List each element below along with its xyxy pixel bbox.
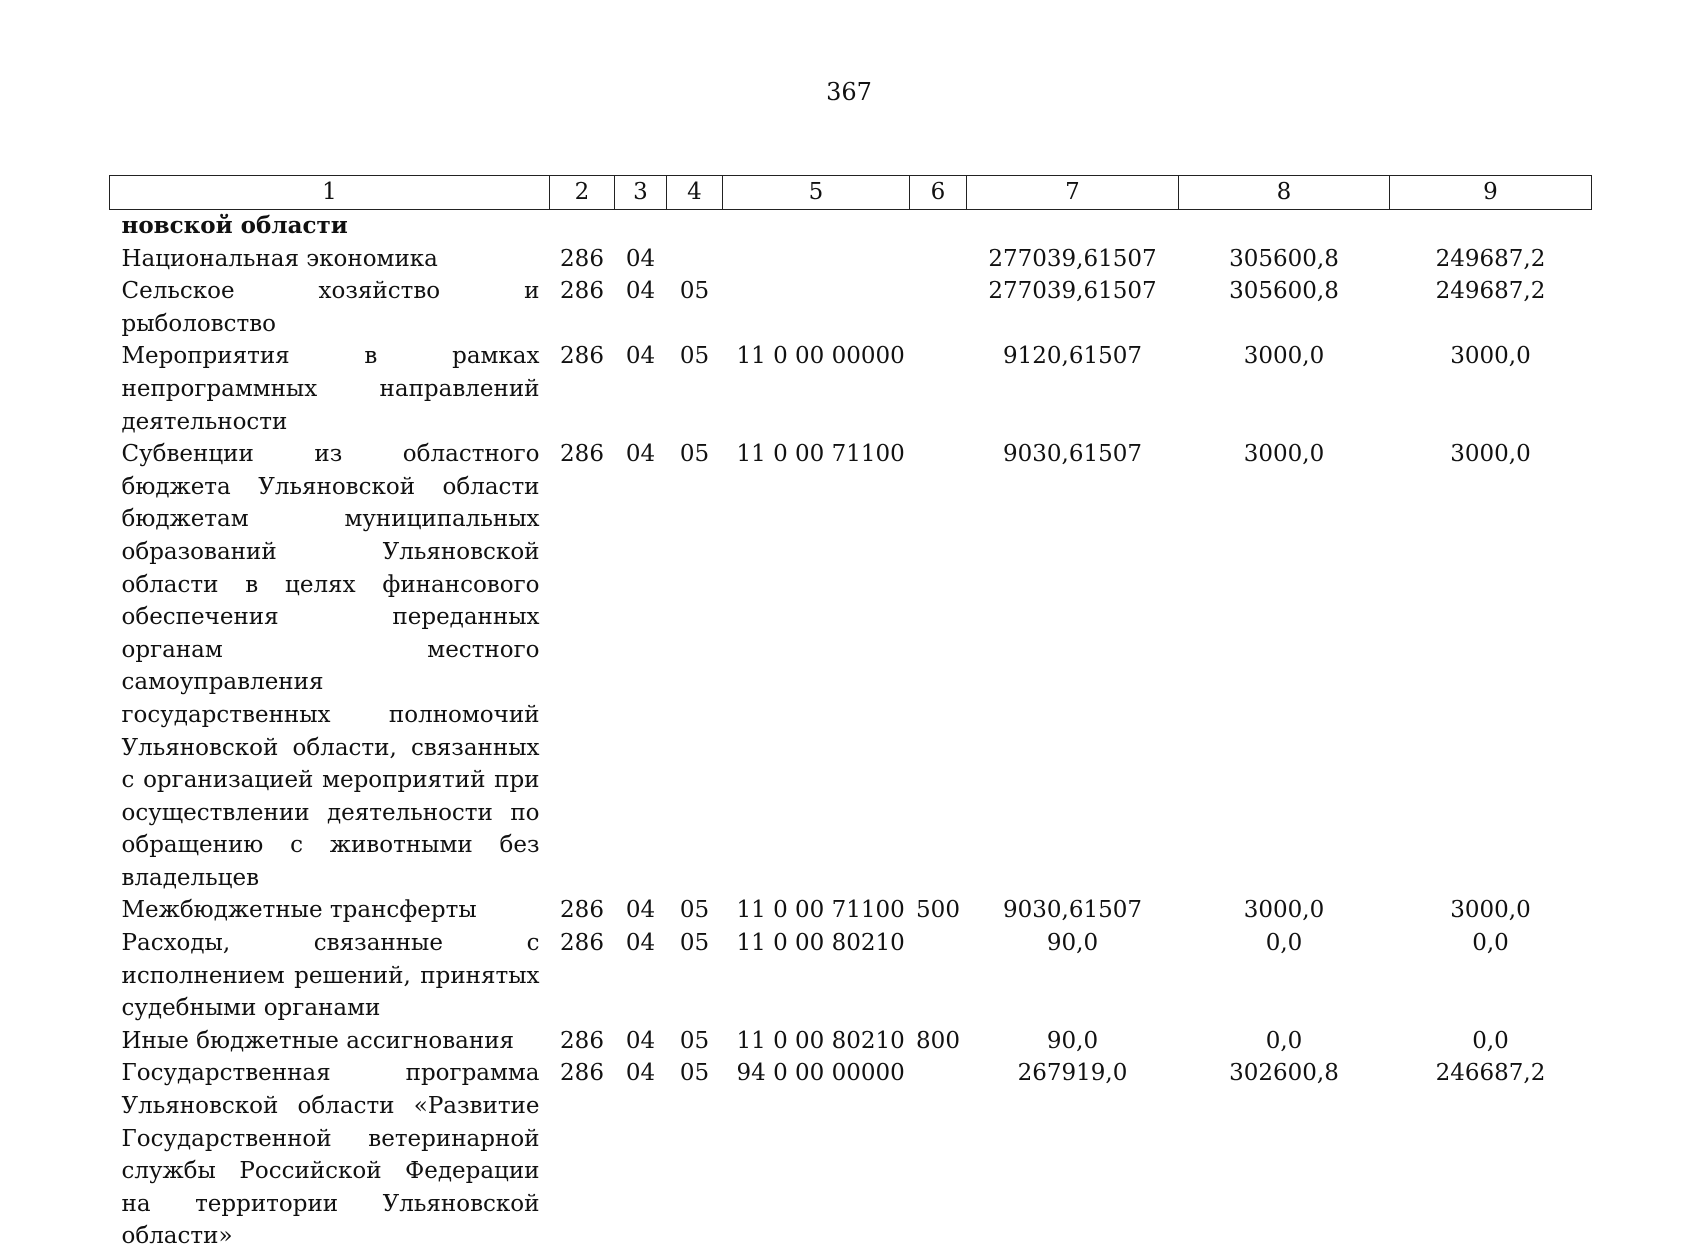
header-col-7: 7 (967, 176, 1179, 210)
cell-target-article: 11 0 00 71100 (723, 438, 910, 894)
cell-admin-code: 286 (550, 438, 615, 894)
cell-amount-col-8: 302600,8 (1179, 1057, 1390, 1253)
header-row (110, 176, 1592, 210)
cell-amount-col-7: 9120,61507 (967, 340, 1179, 438)
cell-subsection: 05 (667, 275, 723, 340)
header-col-4: 4 (667, 176, 723, 210)
cell-target-article: 94 0 00 00000 (723, 1057, 910, 1253)
cell-subsection: 05 (667, 340, 723, 438)
cell-name: Иные бюджетные ассигнования (110, 1025, 550, 1058)
cell-section: 04 (615, 927, 667, 1025)
cell-section: 04 (615, 438, 667, 894)
cell-target-article (723, 210, 910, 243)
cell-amount-col-8: 0,0 (1179, 927, 1390, 1025)
cell-expense-type (910, 927, 967, 1025)
table-row (110, 894, 1592, 927)
cell-subsection: 05 (667, 1025, 723, 1058)
cell-amount-col-9: 249687,2 (1390, 275, 1592, 340)
cell-expense-type (910, 210, 967, 243)
header-col-5: 5 (723, 176, 910, 210)
cell-name: Субвенции из областного бюджета Ульяновской области бюджетам муниципальных образований Ульяновской области в целях финансового обеспечения переданных органам местного самоуправления государственных полномочий Ульяновской области, связанных с организацией мероприятий при осуществлении деятельности по обращению с животными без владельцев (110, 438, 550, 894)
cell-admin-code: 286 (550, 1025, 615, 1058)
cell-name: Мероприятия в рамках непрограммных направлений деятельности (110, 340, 550, 438)
cell-admin-code: 286 (550, 894, 615, 927)
cell-amount-col-8: 305600,8 (1179, 243, 1390, 276)
table-header (110, 176, 1592, 210)
cell-amount-col-7: 277039,61507 (967, 243, 1179, 276)
cell-subsection: 05 (667, 927, 723, 1025)
cell-name: Межбюджетные трансферты (110, 894, 550, 927)
cell-section: 04 (615, 894, 667, 927)
cell-amount-col-9: 3000,0 (1390, 894, 1592, 927)
cell-subsection: 05 (667, 1057, 723, 1253)
cell-admin-code: 286 (550, 1057, 615, 1253)
cell-amount-col-7: 90,0 (967, 927, 1179, 1025)
cell-amount-col-7 (967, 210, 1179, 243)
cell-amount-col-9 (1390, 210, 1592, 243)
cell-amount-col-7: 9030,61507 (967, 894, 1179, 927)
cell-amount-col-9: 246687,2 (1390, 1057, 1592, 1253)
cell-admin-code (550, 210, 615, 243)
cell-section: 04 (615, 243, 667, 276)
table-body (110, 210, 1592, 1253)
cell-admin-code: 286 (550, 243, 615, 276)
table-row (110, 1025, 1592, 1058)
table-row (110, 927, 1592, 1025)
cell-target-article: 11 0 00 71100 (723, 894, 910, 927)
table-row (110, 340, 1592, 438)
header-col-8: 8 (1179, 176, 1390, 210)
table-row (110, 1057, 1592, 1253)
header-col-2: 2 (550, 176, 615, 210)
cell-name: Государственная программа Ульяновской области «Развитие Государственной ветеринарной службы Российской Федерации на территории Ульяновской области» (110, 1057, 550, 1253)
cell-amount-col-8: 3000,0 (1179, 340, 1390, 438)
cell-admin-code: 286 (550, 340, 615, 438)
table-row (110, 210, 1592, 243)
cell-target-article: 11 0 00 80210 (723, 927, 910, 1025)
cell-expense-type (910, 438, 967, 894)
cell-target-article (723, 275, 910, 340)
table-row (110, 438, 1592, 894)
cell-target-article (723, 243, 910, 276)
cell-admin-code: 286 (550, 275, 615, 340)
cell-expense-type (910, 243, 967, 276)
header-col-9: 9 (1390, 176, 1592, 210)
cell-section: 04 (615, 1025, 667, 1058)
cell-expense-type: 500 (910, 894, 967, 927)
budget-table (109, 175, 1592, 1253)
cell-amount-col-8: 0,0 (1179, 1025, 1390, 1058)
cell-name: Сельское хозяйство и рыболовство (110, 275, 550, 340)
cell-name: Расходы, связанные с исполнением решений, принятых судебными органами (110, 927, 550, 1025)
cell-amount-col-9: 3000,0 (1390, 438, 1592, 894)
header-col-1: 1 (110, 176, 550, 210)
cell-subsection: 05 (667, 438, 723, 894)
cell-amount-col-9: 3000,0 (1390, 340, 1592, 438)
header-col-6: 6 (910, 176, 967, 210)
cell-amount-col-7: 277039,61507 (967, 275, 1179, 340)
cell-expense-type (910, 275, 967, 340)
cell-amount-col-8: 305600,8 (1179, 275, 1390, 340)
cell-admin-code: 286 (550, 927, 615, 1025)
cell-amount-col-8: 3000,0 (1179, 438, 1390, 894)
cell-name: новской области (110, 210, 550, 243)
cell-section (615, 210, 667, 243)
cell-name: Национальная экономика (110, 243, 550, 276)
cell-amount-col-9: 249687,2 (1390, 243, 1592, 276)
cell-target-article: 11 0 00 00000 (723, 340, 910, 438)
cell-subsection (667, 210, 723, 243)
cell-amount-col-8: 3000,0 (1179, 894, 1390, 927)
cell-target-article: 11 0 00 80210 (723, 1025, 910, 1058)
cell-subsection (667, 243, 723, 276)
page-number: 367 (0, 78, 1698, 106)
cell-section: 04 (615, 340, 667, 438)
cell-amount-col-7: 90,0 (967, 1025, 1179, 1058)
cell-section: 04 (615, 275, 667, 340)
cell-expense-type (910, 1057, 967, 1253)
cell-amount-col-8 (1179, 210, 1390, 243)
cell-amount-col-9: 0,0 (1390, 1025, 1592, 1058)
header-col-3: 3 (615, 176, 667, 210)
cell-subsection: 05 (667, 894, 723, 927)
cell-amount-col-7: 9030,61507 (967, 438, 1179, 894)
cell-amount-col-9: 0,0 (1390, 927, 1592, 1025)
table-row (110, 275, 1592, 340)
table-row (110, 243, 1592, 276)
cell-expense-type (910, 340, 967, 438)
cell-section: 04 (615, 1057, 667, 1253)
cell-expense-type: 800 (910, 1025, 967, 1058)
cell-amount-col-7: 267919,0 (967, 1057, 1179, 1253)
